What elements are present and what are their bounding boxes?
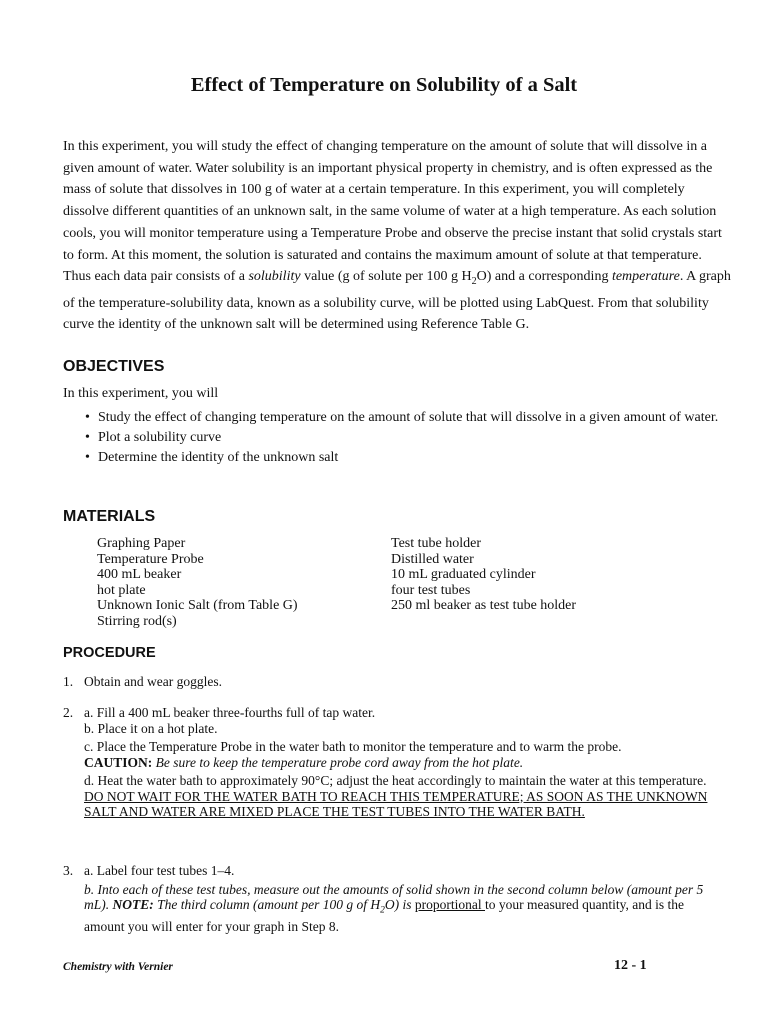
intro-solubility-term: solubility [248, 269, 301, 285]
procedure-heading: PROCEDURE [63, 645, 156, 661]
procedure-step-2 [63, 705, 713, 820]
step-number: 3. [63, 863, 74, 878]
objective-item: • Study the effect of changing temperature on the amount of solute that will dissolve in a given amount of water. [85, 410, 719, 425]
step-number: 2. [63, 705, 74, 720]
material-item: 250 ml beaker as test tube holder [391, 598, 577, 613]
intro-text-4: . A graph of the temperature-solubility data, known as a solubility curve, will be plotted using LabQuest. From that solubility curve the identity of the unknown salt will be determined using Reference Table G. [63, 269, 731, 333]
objectives-list [85, 410, 725, 470]
step-text: Obtain and wear goggles. [84, 674, 222, 689]
step-number: 1. [63, 674, 74, 689]
objectives-heading: OBJECTIVES [63, 358, 165, 375]
bullet-icon: • [85, 450, 90, 465]
caution-text: Be sure to keep the temperature probe cord away from the hot plate. [152, 754, 524, 770]
step-3a: a. Label four test tubes 1–4. [84, 863, 235, 878]
footer-book-title: Chemistry with Vernier [63, 961, 173, 973]
materials-heading: MATERIALS [63, 508, 156, 525]
step-2d: d. Heat the water bath to approximately 90°C; adjust the heat accordingly to maintain the water at this temperature. DO NOT WAIT FOR THE WATER BATH TO REACH THIS TEMPERATURE; AS SOON AS THE UNKNOWN SALT AND WATER ARE MIXED PLACE THE TEST TUBES INTO THE WATER BATH. [84, 773, 708, 819]
material-item: 400 mL beaker [97, 567, 182, 582]
material-item: Temperature Probe [97, 551, 204, 567]
document-title: Effect of Temperature on Solubility of a Salt [190, 74, 578, 96]
step-2b: b. Place it on a hot plate. [84, 720, 218, 736]
intro-text-2: value (g of solute per 100 g H [300, 269, 472, 285]
note-label: NOTE: [112, 897, 154, 912]
material-item: four test tubes [391, 582, 471, 598]
intro-text-1: In this experiment, you will study the effect of changing temperature on the amount of solute that will dissolve in a given amount of water. Water solubility is an important physical property in chemistry, and is often expressed as the mass of solute that dissolves in 100 g of water at a certain temperature. In this experiment, you will completely dissolve different quantities of an unknown salt, in the same volume of water at a high temperature. As each solution cools, you will monitor temperature using a Temperature Probe and observe the precise instant that solid crystals start to form. At this moment, the solution is saturated and contains the maximum amount of solute at that temperature. Thus each data pair consists of a [63, 139, 722, 285]
material-item: Test tube holder [391, 536, 481, 551]
caution-label: CAUTION: [84, 754, 153, 770]
material-item: Graphing Paper [97, 536, 186, 551]
step-2-caution [84, 755, 713, 771]
step-2d-warning: DO NOT WAIT FOR THE WATER BATH TO REACH THIS TEMPERATURE; AS SOON AS THE UNKNOWN SALT AND WATER ARE MIXED PLACE THE TEST TUBES INTO THE WATER BATH. [84, 788, 708, 819]
objective-item: • Determine the identity of the unknown salt [85, 450, 339, 465]
procedure-step-1 [63, 674, 713, 690]
step-3b: b. Into each of these test tubes, measure out the amounts of solid shown in the second column below (amount per 5 mL). NOTE: The third column (amount per 100 g of $H_2O$) is proportional to your measured quantity, and is the amount you will enter for your graph in Step 8. [84, 881, 704, 935]
intro-temperature-term: temperature [611, 269, 680, 285]
intro-subscript: 2 [471, 276, 477, 288]
procedure-step-3 [63, 863, 713, 935]
intro-text-3: O) and a corresponding [476, 269, 612, 285]
objective-item: • Plot a solubility curve [85, 430, 222, 445]
materials-list-left [97, 536, 298, 629]
material-item: Stirring rod(s) [97, 613, 177, 629]
material-item: 10 mL graduated cylinder [391, 567, 536, 582]
step-2c: c. Place the Temperature Probe in the water bath to monitor the temperature and to warm the probe. [84, 739, 622, 754]
material-item: Distilled water [391, 551, 474, 567]
material-item: hot plate [97, 582, 146, 598]
footer-page-number: 12 - 1 [614, 958, 647, 973]
bullet-icon: • [85, 430, 90, 445]
step-2a: a. Fill a 400 mL beaker three-fourths full of tap water. [84, 705, 376, 720]
objectives-lead: In this experiment, you will [63, 386, 219, 401]
material-item: Unknown Ionic Salt (from Table G) [97, 598, 298, 613]
bullet-icon: • [85, 410, 90, 425]
intro-paragraph [63, 136, 733, 336]
materials-list-right [391, 536, 576, 614]
proportional-term: proportional [414, 897, 486, 912]
